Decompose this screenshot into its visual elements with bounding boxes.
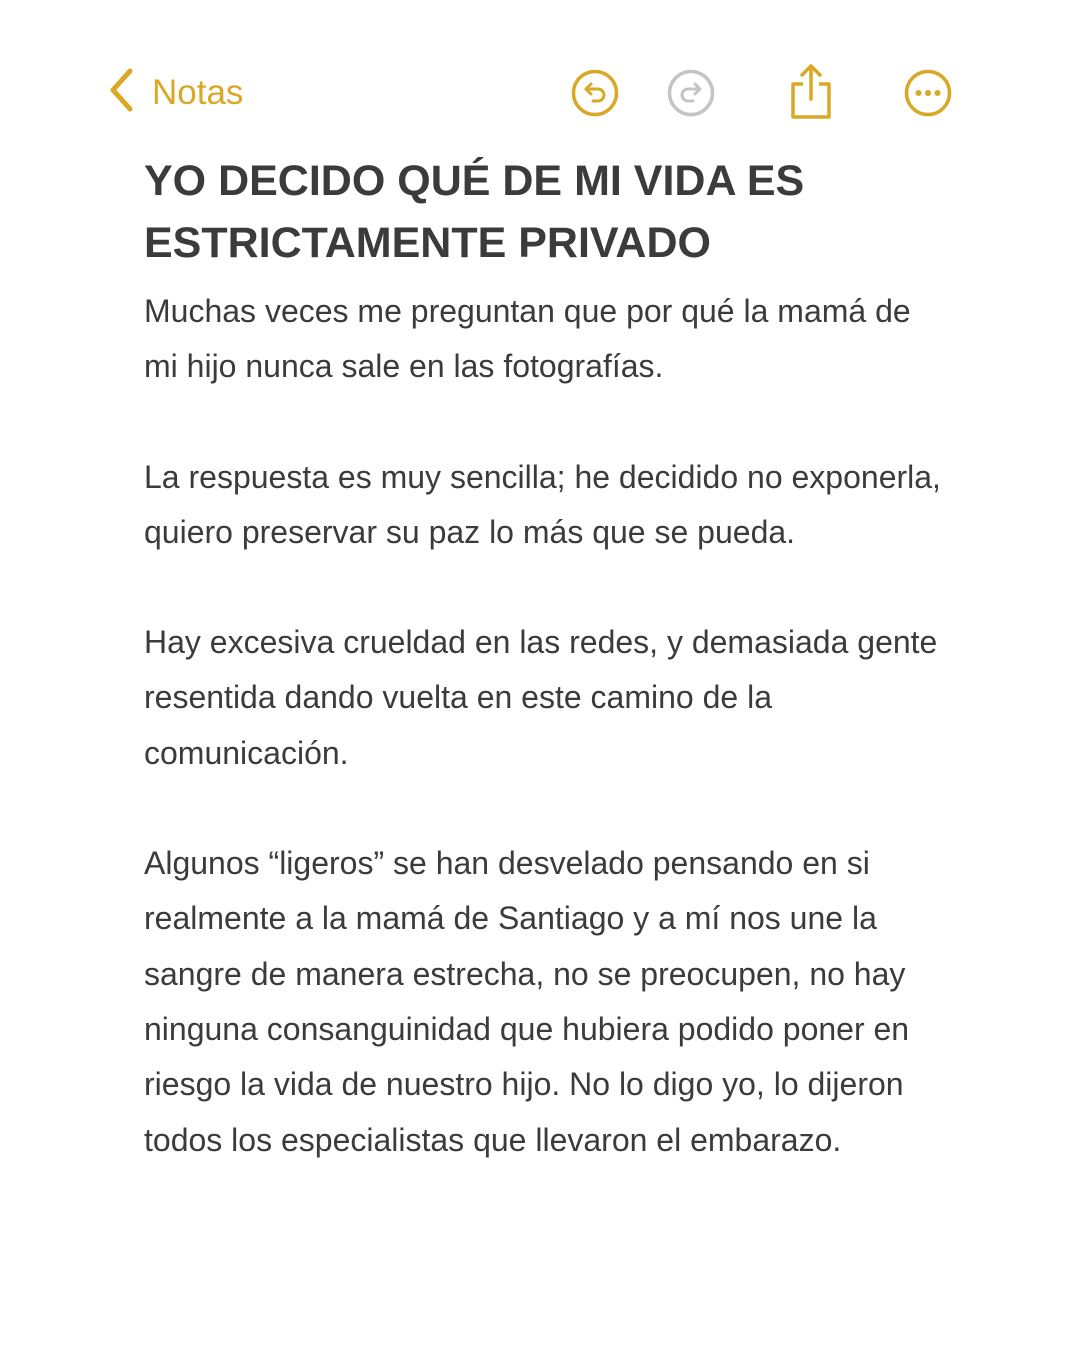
note-paragraph: Hay excesiva crueldad en las redes, y demasiada gente resentida dando vuelta en este camino de la comunicación. <box>144 624 938 771</box>
note-paragraph: Algunos “ligeros” se han desvelado pensando en si realmente a la mamá de Santiago y a mí nos une la sangre de manera estrecha, no se preocupen, no hay ninguna consanguinidad que hubiera podido poner en riesgo la vida de nuestro hijo. No lo digo yo, lo dijeron todos los especialistas que llevaron el embarazo. <box>144 845 910 1158</box>
redo-icon[interactable] <box>666 68 716 118</box>
note-title: YO DECIDO QUÉ DE MI VIDA ES ESTRICTAMENTE PRIVADO <box>144 157 805 267</box>
back-button[interactable] <box>108 68 243 117</box>
note-paragraph: La respuesta es muy sencilla; he decidido no exponerla, quiero preservar su paz lo más que se pueda. <box>144 458 941 550</box>
note-body[interactable] <box>144 150 944 1223</box>
more-icon[interactable] <box>903 68 953 118</box>
note-paragraph: Muchas veces me preguntan que por qué la mamá de mi hijo nunca sale en las fotografías. <box>144 293 911 385</box>
share-icon[interactable] <box>786 62 836 120</box>
back-label: Notas <box>152 72 244 112</box>
undo-icon[interactable] <box>570 68 620 118</box>
navigation-bar <box>0 60 1080 126</box>
chevron-left-icon <box>108 68 134 117</box>
